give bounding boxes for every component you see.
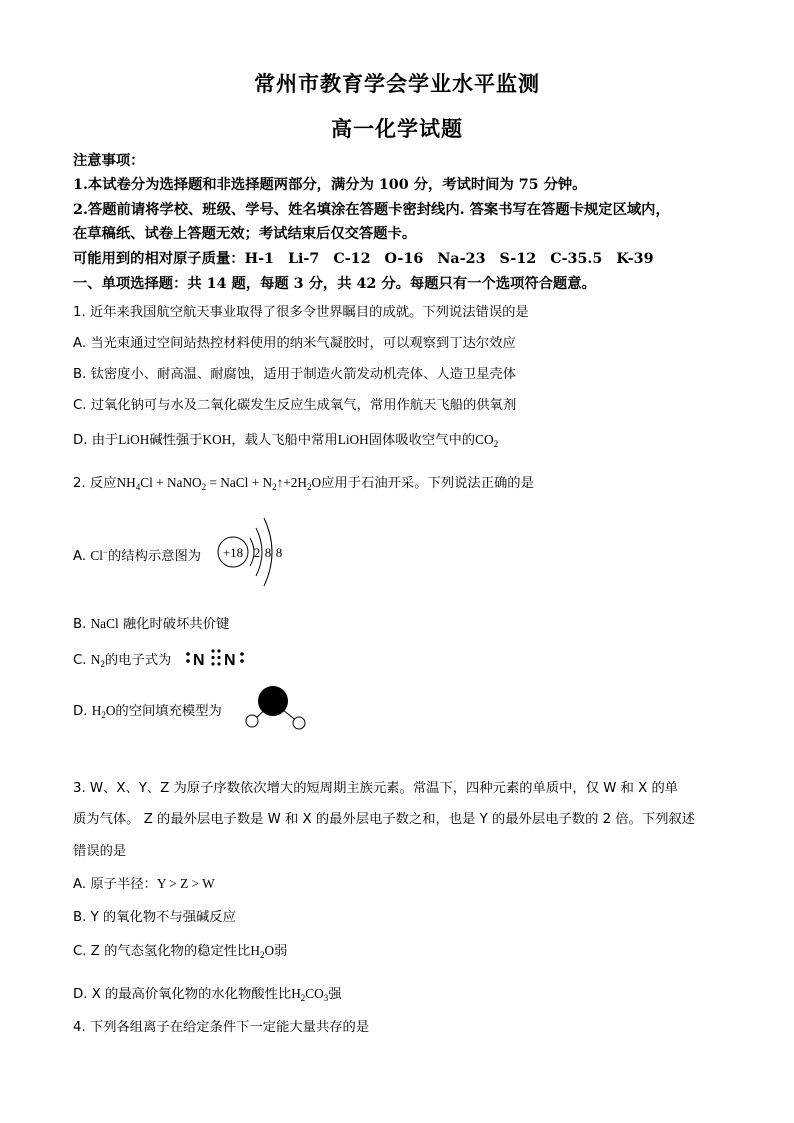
q3-option-a: A. 原子半径：Y > Z > W — [73, 876, 215, 892]
water-space-filling-model — [240, 684, 310, 732]
mass-item: O-16 — [384, 251, 424, 267]
atomic-masses — [73, 248, 668, 268]
q2-stem: 2. 反应$NH_4Cl$ + NaNO$_2$ = NaCl + $N_2↑+2H_2O$应用于石油开采。下列说法正确的是 — [73, 475, 534, 492]
notice-line-2: 2.答题前请将学校、班级、学号、姓名填涂在答题卡密封线内. 答案书写在答题卡规定区域内， — [73, 202, 670, 218]
nitrogen-electron-formula — [184, 646, 256, 670]
q3-option-b: B. Y 的氧化物不与强碱反应 — [73, 910, 236, 925]
nitrogen-atom: N — [224, 652, 236, 669]
mass-item: C-12 — [333, 251, 371, 267]
q3-option-c: C. Z 的气态氢化物的稳定性比$H_2O$弱 — [73, 943, 288, 960]
reaction-equation: $NH_4Cl$ + NaNO$_2$ = NaCl + $N_2↑+2H_2O$ — [116, 475, 322, 492]
q4-stem: 4. 下列各组离子在给定条件下一定能大量共存的是 — [73, 1020, 370, 1035]
q3-stem-line-2: 质为气体。 Z 的最外层电子数是 W 和 X 的最外层电子数之和，也是 Y 的最外层电子数的 2 倍。下列叙述 — [73, 812, 696, 827]
mass-item: C-35.5 — [550, 251, 603, 267]
q1-option-a: A. 当光束通过空间站热控材料使用的纳米气凝胶时，可以观察到丁达尔效应 — [73, 336, 516, 351]
q2-option-a: A. Cl−的结构示意图为 — [73, 547, 202, 564]
atomic-masses-label: 可能用到的相对原子质量： — [73, 251, 245, 267]
shell-electrons: 2 — [253, 545, 261, 560]
exam-title: 常州市教育学会学业水平监测 — [254, 71, 540, 96]
q2-option-c: C. $N_2$的电子式为 — [73, 652, 172, 669]
nucleus-charge: +18 — [222, 545, 244, 560]
shell-electrons: 8 — [264, 545, 272, 560]
q2-option-b: B. NaCl 融化时破坏共价键 — [73, 616, 230, 632]
notice-line-3: 在草稿纸、试卷上答题无效；考试结束后仅交答题卡。 — [73, 226, 417, 242]
nitrogen-atom: N — [193, 652, 205, 669]
q1-stem: 1. 近年来我国航空航天事业取得了很多令世界瞩目的成就。下列说法错误的是 — [73, 305, 529, 320]
q1-option-d: D. 由于LiOH碱性强于KOH，载人飞船中常用LiOH固体吸收空气中的$CO_2$ — [73, 432, 499, 449]
section-heading: 一、单项选择题：共 14 题，每题 3 分，共 42 分。每题只有一个选项符合题意。 — [73, 276, 596, 292]
mass-item: K-39 — [616, 251, 654, 267]
notice-line-1: 1.本试卷分为选择题和非选择题两部分，满分为 100 分，考试时间为 75 分钟。 — [73, 177, 587, 193]
chloride-ion-structure-diagram — [214, 516, 294, 590]
q3-option-d: D. X 的最高价氧化物的水化物酸性比$H_2CO_3$强 — [73, 986, 342, 1003]
shell-electrons: 8 — [275, 545, 283, 560]
notice-heading: 注意事项： — [73, 153, 145, 169]
q2-option-d: D. $H_2O$的空间填充模型为 — [73, 703, 222, 720]
mass-item: Li-7 — [287, 251, 320, 267]
q3-stem-line-3: 错误的是 — [73, 844, 127, 859]
q3-stem-line-1: 3. W、X、Y、Z 为原子序数依次增大的短周期主族元素。常温下，四种元素的单质中，仅 W 和 X 的单 — [73, 781, 679, 796]
q1-option-b: B. 钛密度小、耐高温、耐腐蚀，适用于制造火箭发动机壳体、人造卫星壳体 — [73, 367, 517, 382]
mass-item: H-1 — [244, 251, 274, 267]
q1-option-c: C. 过氧化钠可与水及二氧化碳发生反应生成氧气，常用作航天飞船的供氧剂 — [73, 398, 517, 413]
mass-item: Na-23 — [437, 251, 486, 267]
mass-item: S-12 — [499, 251, 537, 267]
exam-subtitle: 高一化学试题 — [331, 116, 463, 141]
